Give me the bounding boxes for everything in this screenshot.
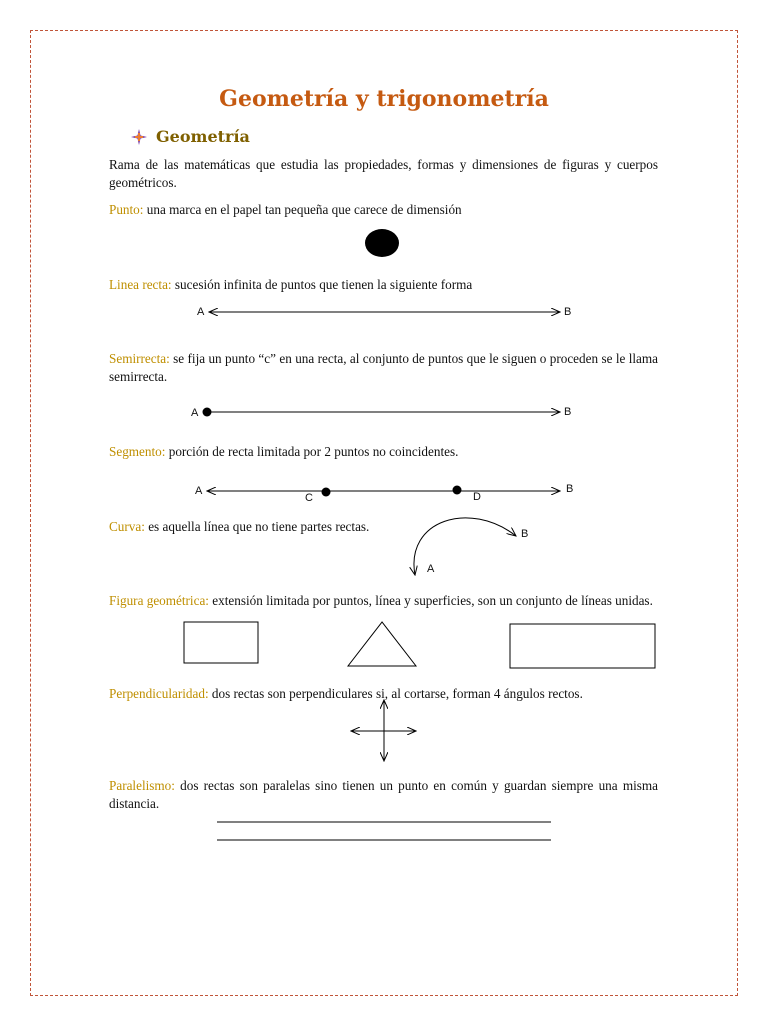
segment-point-c [322, 488, 331, 497]
term-text: porción de recta limitada por 2 puntos no coincidentes. [165, 444, 459, 459]
term-text: dos rectas son perpendiculares si, al cortarse, forman 4 ángulos rectos. [208, 686, 583, 701]
intro-paragraph: Rama de las matemáticas que estudia las propiedades, formas y dimensiones de figuras y cuerpos geométricos. [109, 157, 658, 190]
term-text: extensión limitada por puntos, línea y superficies, son un conjunto de líneas unidas. [208, 593, 653, 608]
segment-label-b: B [566, 483, 574, 495]
triangle-shape [348, 622, 416, 666]
wide-rectangle-shape [510, 624, 655, 668]
point-dot [365, 229, 399, 257]
term-text: se fija un punto “c” en una recta, al conjunto de puntos que le siguen o proceden se le llama semirrecta. [109, 351, 658, 384]
segment-label-c: C [305, 492, 313, 504]
term-text: una marca en el papel tan pequeña que carece de dimensión [143, 202, 462, 217]
term-label: Punto: [109, 202, 144, 217]
ray-start-point [203, 408, 212, 417]
curve-label-a: A [427, 563, 435, 575]
line-label-b: B [564, 306, 572, 318]
curve-label-b: B [521, 528, 529, 540]
term-label: Figura geométrica: [109, 593, 209, 608]
term-label: Curva: [109, 519, 145, 534]
segment-point-d [453, 486, 462, 495]
term-label: Perpendicularidad: [109, 686, 209, 701]
term-label: Linea recta: [109, 277, 172, 292]
segment-label-d: D [473, 491, 481, 503]
term-label: Paralelismo: [109, 778, 175, 793]
segment-label-a: A [195, 485, 203, 497]
term-label: Semirrecta: [109, 351, 170, 366]
line-label-a: A [197, 306, 205, 318]
section-heading-text: Geometría [156, 127, 250, 146]
ray-label-b: B [564, 406, 572, 418]
term-text: dos rectas son paralelas sino tienen un punto en común y guardan siempre una misma distancia. [109, 778, 658, 811]
term-text: sucesión infinita de puntos que tienen la siguiente forma [171, 277, 473, 292]
ray-label-a: A [191, 407, 199, 419]
rectangle-shape [184, 622, 258, 663]
page-title: Geometría y trigonometría [219, 86, 549, 112]
term-text: es aquella línea que no tiene partes rectas. [144, 519, 370, 534]
term-label: Segmento: [109, 444, 166, 459]
